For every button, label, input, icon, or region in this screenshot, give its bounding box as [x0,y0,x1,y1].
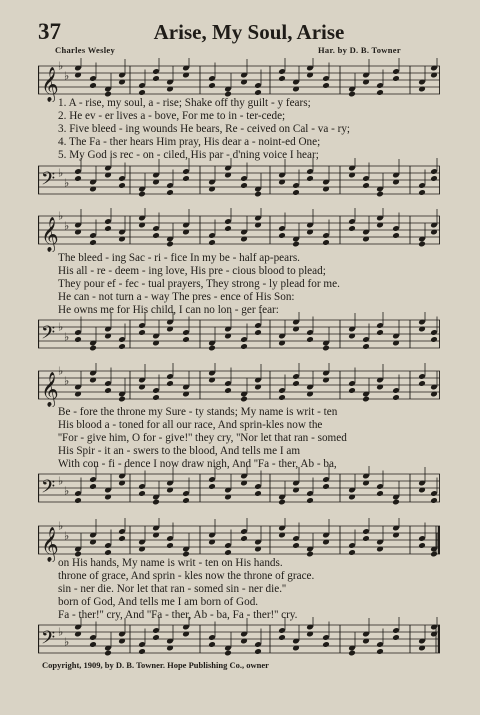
flat-icon: ♭ [64,331,70,344]
note-head [278,394,286,401]
note-head [418,380,426,387]
note-head [362,535,370,542]
lyric-line: With con - fi - dence I now draw nigh, And ''Fa - ther, Ab - ba, [58,458,337,470]
flat-icon: ♭ [58,475,64,488]
note-head [166,542,174,549]
flat-icon: ♭ [64,485,70,498]
note-head [348,225,356,232]
flat-icon: ♭ [64,220,70,233]
bass-staff-4 [38,617,440,661]
flat-icon: ♭ [58,321,64,334]
hymn-number: 37 [38,19,61,44]
lyric-line: 3. Five bleed - ing wounds He bears, Re - ceived on Cal - va - ry; [58,123,351,135]
note-head [322,345,330,352]
lyric-line: The bleed - ing Sac - ri - fice In my be - half ap-pears. [58,252,300,264]
note-head [208,82,216,89]
note-head [152,232,160,239]
staff-lines [38,363,440,407]
note-head [306,497,314,504]
note-head [240,182,248,189]
note-head [182,497,190,504]
note-head [278,75,286,82]
note-head [104,650,112,657]
note-head [152,394,160,401]
lyric-line: They pour ef - fec - tual prayers, They strong - ly plead for me. [58,278,340,290]
note-head [240,343,248,350]
staff-lines [38,466,440,510]
treble-clef-icon: 𝄞 [41,67,59,102]
note-head [104,549,112,556]
lyric-line: He owns me for His child, I can no lon - ger fear: [58,304,279,316]
note-head [322,641,330,648]
note-head [376,490,384,497]
note-head [89,483,97,490]
note-head [138,648,146,655]
note-head [224,549,232,556]
note-head [376,191,384,198]
note-head [322,483,330,490]
note-head [208,239,216,246]
note-head [152,499,160,506]
lyric-line: Fa - ther!'' cry, And ''Fa - ther, Ab - ba, Fa - ther!'' cry. [58,609,298,621]
note-head [89,82,97,89]
note-head [74,175,82,182]
staff-lines [38,58,440,102]
lyrics-system-1 [58,97,444,162]
lyric-line: ''For - give him, O for - give!'' they cry, ''Nor let that ran - somed [58,432,347,444]
note-head [292,380,300,387]
note-head [306,175,314,182]
note-head [138,490,146,497]
note-head [89,641,97,648]
note-head [118,535,126,542]
note-head [74,497,82,504]
flat-icon: ♭ [64,70,70,83]
note-head [376,329,384,336]
flat-icon: ♭ [58,60,64,73]
note-head [240,535,248,542]
bass-clef-icon: 𝄢 [41,323,56,348]
note-head [348,549,356,556]
note-head [392,499,400,506]
note-head [182,175,190,182]
bass-clef-icon: 𝄢 [41,169,56,194]
note-head [376,648,384,655]
lyric-line: 4. The Fa - ther hears Him pray, His dear a - noint-ed One; [58,136,321,148]
note-head [138,329,146,336]
note-head [118,182,126,189]
note-head [430,175,438,182]
note-head [392,634,400,641]
flat-icon: ♭ [58,210,64,223]
bass-staff-2 [38,312,440,356]
lyric-line: His blood a - toned for all our race, And sprin-kles now the [58,419,323,431]
note-head [278,232,286,239]
note-head [430,497,438,504]
staff-lines [38,312,440,356]
lyrics-system-4 [58,557,444,622]
staff-lines [38,518,440,562]
lyric-line: 1. A - rise, my soul, a - rise; Shake off thy guilt - y fears; [58,97,311,109]
note-head [392,394,400,401]
staff-lines [38,158,440,202]
note-head [224,387,232,394]
lyric-line: 5. My God is rec - on - ciled, His par - d'ning voice I hear; [58,149,319,161]
note-head [208,483,216,490]
lyric-line: sin - ner die. Nor let that ran - somed sin - ner die.'' [58,583,287,595]
note-head [362,343,370,350]
note-head [208,345,216,352]
flat-icon: ♭ [64,530,70,543]
note-head [152,75,160,82]
note-head [224,650,232,657]
note-head [348,650,356,657]
note-head [166,241,174,248]
lyric-line: His all - re - deem - ing love, His pre - cious blood to plead; [58,265,326,277]
note-head [322,82,330,89]
note-head [322,239,330,246]
lyric-line: throne of grace, And sprin - kles now the throne of grace. [58,570,315,582]
treble-clef-icon: 𝄞 [41,217,59,252]
treble-clef-icon: 𝄞 [41,372,59,407]
treble-staff-3 [38,363,440,407]
flat-icon: ♭ [64,177,70,190]
treble-clef-icon: 𝄞 [41,527,59,562]
flat-icon: ♭ [58,626,64,639]
note-head [104,225,112,232]
note-head [292,189,300,196]
bass-staff-1 [38,158,440,202]
lyric-line: Be - fore the throne my Sure - ty stands; My name is writ - ten [58,406,338,418]
flat-icon: ♭ [64,375,70,388]
lyric-line: 2. He ev - er lives a - bove, For me to in - ter-cede; [58,110,286,122]
treble-staff-1 [38,58,440,102]
note-head [118,396,126,403]
bass-clef-icon: 𝄢 [41,628,56,653]
lyric-line: on His hands, My name is writ - ten on His hands. [58,557,283,569]
lyrics-system-3 [58,406,444,471]
note-head [89,345,97,352]
note-head [418,241,426,248]
note-head [118,343,126,350]
note-head [278,634,286,641]
note-head [254,490,262,497]
words-credit: Charles Wesley [55,45,115,55]
note-head [240,396,248,403]
note-head [254,191,262,198]
note-head [138,89,146,96]
note-head [152,634,160,641]
music-credit: Har. by D. B. Towner [318,45,401,55]
lyric-line: born of God, And tells me I am born of God. [58,596,259,608]
flat-icon: ♭ [58,365,64,378]
staff-lines [38,617,440,661]
flat-icon: ♭ [64,636,70,649]
note-head [224,225,232,232]
note-head [166,380,174,387]
note-head [138,191,146,198]
lyric-line: He can - not turn a - way The pres - ence of His Son: [58,291,295,303]
note-head [89,239,97,246]
flat-icon: ♭ [58,520,64,533]
note-head [166,189,174,196]
note-head [418,189,426,196]
note-head [254,648,262,655]
note-head [254,329,262,336]
note-head [182,336,190,343]
bass-clef-icon: 𝄢 [41,477,56,502]
hymn-title: Arise, My Soul, Arise [153,20,345,44]
staff-lines [38,208,440,252]
note-head [74,336,82,343]
lyric-line: His Spir - it an - swers to the blood, And tells me I am [58,445,301,457]
note-head [278,499,286,506]
treble-staff-4 [38,518,440,562]
note-head [292,542,300,549]
note-head [376,89,384,96]
note-head [254,89,262,96]
lyrics-system-2 [58,252,444,317]
note-head [392,232,400,239]
note-head [430,336,438,343]
bass-staff-3 [38,466,440,510]
note-head [362,396,370,403]
note-head [362,182,370,189]
flat-icon: ♭ [58,167,64,180]
treble-staff-2 [38,208,440,252]
note-head [418,542,426,549]
note-head [104,387,112,394]
note-head [306,336,314,343]
note-head [392,75,400,82]
copyright-notice: Copyright, 1909, by D. B. Towner. Hope Publishing Co., owner [42,660,269,670]
note-head [348,387,356,394]
note-head [292,241,300,248]
note-head [208,641,216,648]
